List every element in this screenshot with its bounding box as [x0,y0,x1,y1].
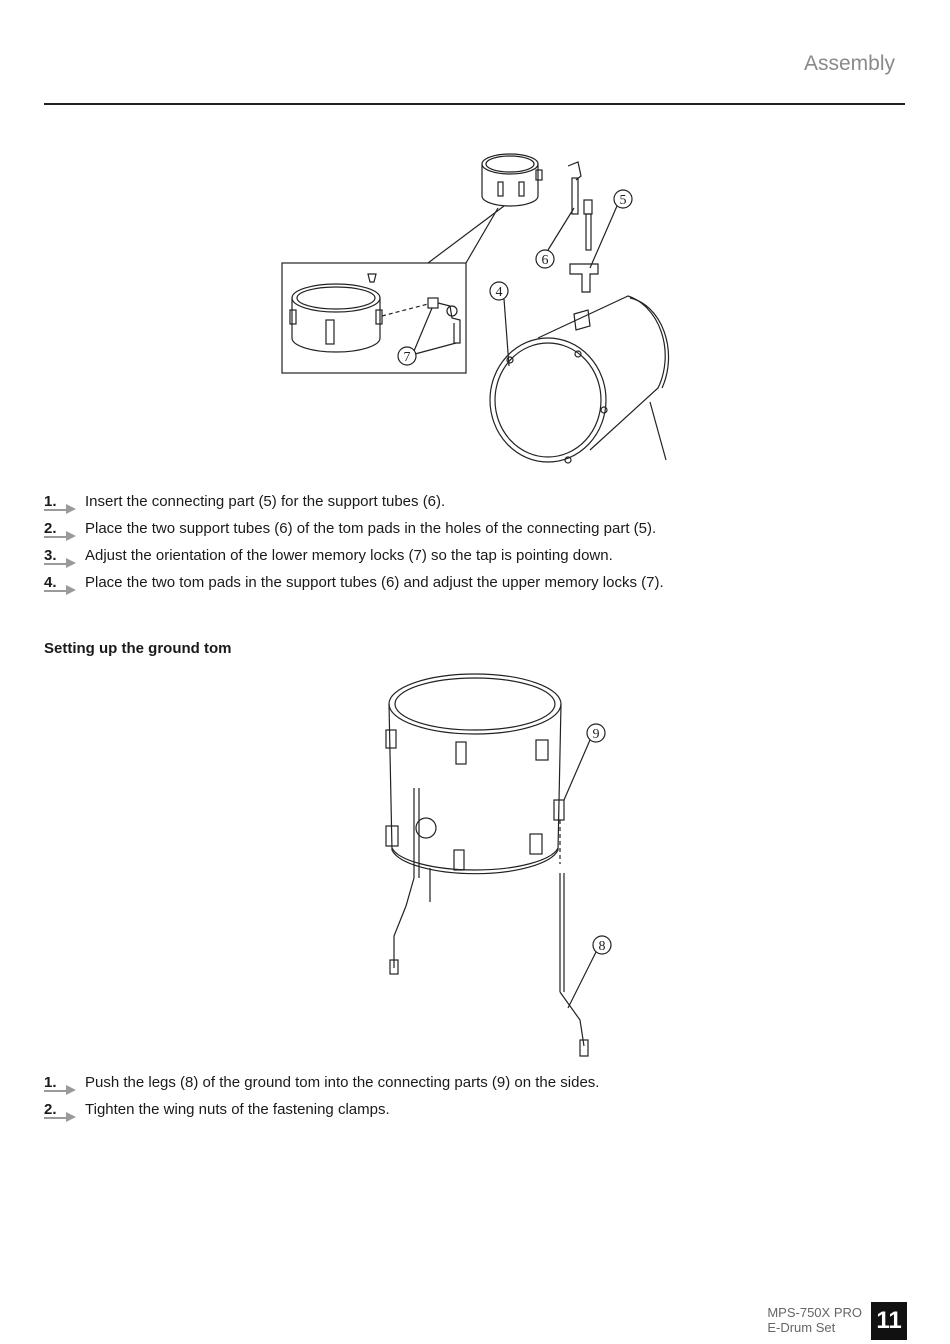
ground-tom-drawing [386,674,588,1056]
step-text: Insert the connecting part (5) for the support tubes (6). [85,493,446,510]
step-number: 4. [44,574,57,591]
step-number: 2. [44,1101,57,1118]
step-arrow-icon [44,585,78,595]
page-header-title: Assembly [803,52,895,75]
section-heading: Setting up the ground tom [44,640,232,657]
support-tube-drawing [568,162,598,292]
page-number-badge: 11 [871,1302,907,1340]
footer-product-name: MPS-750X PRO [767,1305,862,1320]
tom-pad-assembly-figure [278,148,678,473]
detail-inset-box [282,263,466,373]
callout-label-8: 8 [598,939,606,954]
footer-product-subtitle: E-Drum Set [767,1320,836,1335]
callout-label-6: 6 [541,253,549,268]
memory-lock-drawing [428,298,460,343]
footer-product-info [767,1305,862,1335]
ground-tom-figure [380,668,620,1063]
callout-label-4: 4 [495,285,503,300]
callout-group-fig1 [398,190,632,366]
step-arrow-icon [44,1112,78,1122]
header-divider [44,103,905,105]
step-arrow-icon [44,1085,78,1095]
step-text: Place the two support tubes (6) of the tom pads in the holes of the connecting part (5). [85,520,657,537]
step-number: 1. [44,1074,57,1091]
callout-label-9: 9 [592,727,600,742]
step-text: Place the two tom pads in the support tubes (6) and adjust the upper memory locks (7). [85,574,664,591]
callout-label-7: 7 [403,350,411,365]
step-text: Tighten the wing nuts of the fastening clamps. [85,1101,390,1118]
tom-pad-top-drawing [482,154,542,206]
step-number: 3. [44,547,57,564]
callout-label-5: 5 [619,193,627,208]
step-text: Adjust the orientation of the lower memory locks (7) so the tap is pointing down. [85,547,613,564]
step-arrow-icon [44,504,78,514]
step-arrow-icon [44,531,78,541]
tom-pad-inset-drawing [290,274,382,352]
bass-drum-drawing [490,296,669,463]
step-text: Push the legs (8) of the ground tom into the connecting parts (9) on the sides. [85,1074,600,1091]
step-number: 2. [44,520,57,537]
step-arrow-icon [44,558,78,568]
callout-group-fig2 [564,724,611,1008]
step-number: 1. [44,493,57,510]
